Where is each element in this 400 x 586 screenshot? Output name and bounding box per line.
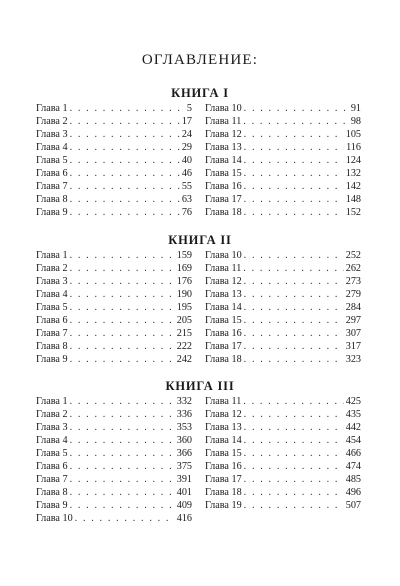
chapter-label: Глава 15 <box>205 168 242 179</box>
chapter-label: Глава 12 <box>205 409 242 420</box>
page-number: 132 <box>345 168 361 179</box>
chapter-label: Глава 1 <box>36 250 68 261</box>
dot-leader <box>244 128 344 141</box>
dot-leader <box>70 262 175 275</box>
toc-title: ОГЛАВЛЕНИЕ: <box>141 52 259 68</box>
toc-entry <box>36 141 192 154</box>
toc-entry <box>205 288 361 301</box>
toc-entry <box>205 486 361 499</box>
page-number: 323 <box>345 354 361 365</box>
toc-entry <box>205 262 361 275</box>
chapter-label: Глава 3 <box>36 276 68 287</box>
chapter-label: Глава 2 <box>36 263 68 274</box>
toc-entry <box>205 180 361 193</box>
dot-leader <box>243 395 343 408</box>
chapter-label: Глава 9 <box>36 207 68 218</box>
dot-leader <box>70 499 175 512</box>
dot-leader <box>244 327 344 340</box>
dot-leader <box>244 408 344 421</box>
dot-leader <box>70 102 185 115</box>
page-number: 442 <box>345 422 361 433</box>
dot-leader <box>70 395 175 408</box>
book-section <box>0 86 400 218</box>
dot-leader <box>244 141 344 154</box>
dot-leader <box>244 154 344 167</box>
toc-entry <box>36 262 192 275</box>
chapter-label: Глава 6 <box>36 168 68 179</box>
page-number: 215 <box>176 328 192 339</box>
chapter-label: Глава 16 <box>205 181 242 192</box>
toc-entry <box>36 395 192 408</box>
chapter-column-right <box>205 249 361 366</box>
chapter-label: Глава 11 <box>205 116 242 127</box>
chapter-column-right <box>205 395 361 512</box>
page-number: 17 <box>181 116 192 127</box>
dot-leader <box>244 486 344 499</box>
page-number: 273 <box>345 276 361 287</box>
dot-leader <box>244 275 344 288</box>
page-number: 148 <box>345 194 361 205</box>
page-number: 474 <box>345 461 361 472</box>
chapter-label: Глава 1 <box>36 103 68 114</box>
toc-entry <box>205 301 361 314</box>
chapter-label: Глава 13 <box>205 289 242 300</box>
toc-entry <box>36 288 192 301</box>
book-section <box>0 379 400 524</box>
dot-leader <box>70 115 180 128</box>
dot-leader <box>70 447 175 460</box>
toc-entry <box>205 193 361 206</box>
chapter-column-left <box>36 395 192 525</box>
chapter-label: Глава 4 <box>36 435 68 446</box>
dot-leader <box>244 193 344 206</box>
dot-leader <box>75 512 175 525</box>
page-number: 401 <box>176 487 192 498</box>
dot-leader <box>70 314 175 327</box>
dot-leader <box>70 193 180 206</box>
dot-leader <box>70 301 175 314</box>
page-number: 353 <box>176 422 192 433</box>
dot-leader <box>70 249 175 262</box>
dot-leader <box>244 447 344 460</box>
chapter-label: Глава 10 <box>205 103 242 114</box>
toc-entry <box>205 167 361 180</box>
book-title: КНИГА II <box>168 233 232 247</box>
dot-leader <box>70 473 175 486</box>
page-number: 307 <box>345 328 361 339</box>
toc-entry <box>205 275 361 288</box>
toc-entry <box>205 353 361 366</box>
chapter-label: Глава 9 <box>36 500 68 511</box>
chapter-label: Глава 12 <box>205 276 242 287</box>
chapter-label: Глава 8 <box>36 341 68 352</box>
page-number: 205 <box>176 315 192 326</box>
chapter-label: Глава 17 <box>205 194 242 205</box>
page-number: 98 <box>350 116 361 127</box>
toc-entry <box>36 193 192 206</box>
chapter-label: Глава 19 <box>205 500 242 511</box>
page-number: 466 <box>345 448 361 459</box>
dot-leader <box>244 314 344 327</box>
toc-entry <box>205 314 361 327</box>
dot-leader <box>244 249 344 262</box>
toc-entry <box>36 353 192 366</box>
dot-leader <box>70 141 180 154</box>
chapter-column-right <box>205 102 361 219</box>
toc-entry <box>36 275 192 288</box>
toc-entry <box>205 434 361 447</box>
chapter-label: Глава 11 <box>205 396 242 407</box>
dot-leader <box>244 288 344 301</box>
chapter-label: Глава 1 <box>36 396 68 407</box>
dot-leader <box>70 353 175 366</box>
toc-entry <box>205 408 361 421</box>
toc-entry <box>205 340 361 353</box>
page-number: 46 <box>181 168 192 179</box>
page-number: 91 <box>350 103 361 114</box>
chapter-label: Глава 17 <box>205 341 242 352</box>
book-section <box>0 233 400 365</box>
page-number: 375 <box>176 461 192 472</box>
page-number: 507 <box>345 500 361 511</box>
dot-leader <box>70 154 180 167</box>
page-number: 24 <box>181 129 192 140</box>
dot-leader <box>244 434 344 447</box>
page-number: 5 <box>186 103 192 114</box>
page-number: 195 <box>176 302 192 313</box>
dot-leader <box>244 473 344 486</box>
toc-entry <box>205 249 361 262</box>
chapter-label: Глава 18 <box>205 354 242 365</box>
dot-leader <box>70 460 175 473</box>
dot-leader <box>70 486 175 499</box>
toc-entry <box>205 447 361 460</box>
page-number: 317 <box>345 341 361 352</box>
toc-entry <box>36 460 192 473</box>
toc-entry <box>205 206 361 219</box>
toc-entry <box>205 128 361 141</box>
page-number: 366 <box>176 448 192 459</box>
page-number: 391 <box>176 474 192 485</box>
page-number: 454 <box>345 435 361 446</box>
chapter-label: Глава 15 <box>205 315 242 326</box>
dot-leader <box>244 180 344 193</box>
chapter-label: Глава 2 <box>36 116 68 127</box>
page-number: 297 <box>345 315 361 326</box>
dot-leader <box>70 340 175 353</box>
chapter-label: Глава 3 <box>36 129 68 140</box>
toc-entry <box>36 473 192 486</box>
chapter-label: Глава 8 <box>36 194 68 205</box>
chapter-label: Глава 5 <box>36 448 68 459</box>
chapter-column-left <box>36 249 192 366</box>
dot-leader <box>70 167 180 180</box>
chapter-label: Глава 13 <box>205 422 242 433</box>
page-number: 242 <box>176 354 192 365</box>
chapter-label: Глава 10 <box>205 250 242 261</box>
book-title: КНИГА III <box>165 379 235 393</box>
dot-leader <box>244 421 344 434</box>
page-number: 55 <box>181 181 192 192</box>
page-number: 124 <box>345 155 361 166</box>
toc-entry <box>36 486 192 499</box>
dot-leader <box>70 275 175 288</box>
page-number: 485 <box>345 474 361 485</box>
toc-entry <box>36 340 192 353</box>
page-number: 416 <box>176 513 192 524</box>
chapter-label: Глава 7 <box>36 328 68 339</box>
page-number: 176 <box>176 276 192 287</box>
toc-entry <box>205 141 361 154</box>
page-number: 40 <box>181 155 192 166</box>
dot-leader <box>244 499 344 512</box>
page-number: 116 <box>346 142 361 153</box>
dot-leader <box>70 288 175 301</box>
toc-entry <box>205 115 361 128</box>
toc-entry <box>36 408 192 421</box>
toc-entry <box>36 128 192 141</box>
chapter-label: Глава 16 <box>205 461 242 472</box>
toc-entry <box>36 314 192 327</box>
page-number: 63 <box>181 194 192 205</box>
chapter-label: Глава 14 <box>205 155 242 166</box>
page-number: 336 <box>176 409 192 420</box>
chapter-label: Глава 4 <box>36 289 68 300</box>
chapter-label: Глава 18 <box>205 207 242 218</box>
chapter-label: Глава 6 <box>36 461 68 472</box>
dot-leader <box>244 206 344 219</box>
page-number: 252 <box>345 250 361 261</box>
page-number: 169 <box>176 263 192 274</box>
toc-entry <box>36 447 192 460</box>
toc-entry <box>205 154 361 167</box>
page-number: 159 <box>176 250 192 261</box>
page-number: 435 <box>345 409 361 420</box>
page-number: 152 <box>345 207 361 218</box>
chapter-label: Глава 7 <box>36 474 68 485</box>
dot-leader <box>243 115 349 128</box>
toc-entry <box>36 512 192 525</box>
toc-entry <box>36 180 192 193</box>
dot-leader <box>70 327 175 340</box>
chapter-label: Глава 10 <box>36 513 73 524</box>
toc-entry <box>36 102 192 115</box>
dot-leader <box>70 128 180 141</box>
dot-leader <box>70 206 180 219</box>
page-number: 105 <box>345 129 361 140</box>
toc-entry <box>205 460 361 473</box>
chapter-label: Глава 6 <box>36 315 68 326</box>
dot-leader <box>244 353 344 366</box>
dot-leader <box>244 301 344 314</box>
dot-leader <box>243 262 343 275</box>
dot-leader <box>70 408 175 421</box>
page-number: 360 <box>176 435 192 446</box>
page-number: 332 <box>176 396 192 407</box>
chapter-label: Глава 5 <box>36 302 68 313</box>
dot-leader <box>244 167 344 180</box>
chapter-label: Глава 13 <box>205 142 242 153</box>
toc-entry <box>36 421 192 434</box>
toc-entry <box>36 154 192 167</box>
chapter-label: Глава 14 <box>205 435 242 446</box>
chapter-label: Глава 5 <box>36 155 68 166</box>
dot-leader <box>244 102 349 115</box>
toc-entry <box>205 102 361 115</box>
page-number: 409 <box>176 500 192 511</box>
chapter-label: Глава 8 <box>36 487 68 498</box>
page-number: 279 <box>345 289 361 300</box>
toc-entry <box>36 115 192 128</box>
book-title: КНИГА I <box>171 86 229 100</box>
chapter-label: Глава 14 <box>205 302 242 313</box>
toc-entry <box>36 499 192 512</box>
chapter-label: Глава 17 <box>205 474 242 485</box>
chapter-label: Глава 16 <box>205 328 242 339</box>
chapter-label: Глава 4 <box>36 142 68 153</box>
toc-entry <box>205 395 361 408</box>
chapter-label: Глава 3 <box>36 422 68 433</box>
chapter-label: Глава 7 <box>36 181 68 192</box>
chapter-label: Глава 11 <box>205 263 242 274</box>
chapter-label: Глава 18 <box>205 487 242 498</box>
toc-entry <box>36 167 192 180</box>
page-number: 496 <box>345 487 361 498</box>
page-number: 142 <box>345 181 361 192</box>
page-number: 190 <box>176 289 192 300</box>
dot-leader <box>244 460 344 473</box>
toc-entry <box>205 473 361 486</box>
toc-entry <box>36 206 192 219</box>
toc-entry <box>36 327 192 340</box>
toc-entry <box>36 434 192 447</box>
dot-leader <box>70 434 175 447</box>
chapter-label: Глава 2 <box>36 409 68 420</box>
dot-leader <box>70 180 180 193</box>
page-number: 425 <box>345 396 361 407</box>
page-number: 284 <box>345 302 361 313</box>
dot-leader <box>70 421 175 434</box>
page-number: 222 <box>176 341 192 352</box>
page-number: 262 <box>345 263 361 274</box>
chapter-label: Глава 15 <box>205 448 242 459</box>
chapter-column-left <box>36 102 192 219</box>
toc-entry <box>205 499 361 512</box>
dot-leader <box>244 340 344 353</box>
toc-entry <box>36 249 192 262</box>
page-number: 29 <box>181 142 192 153</box>
toc-entry <box>205 421 361 434</box>
page-number: 76 <box>181 207 192 218</box>
chapter-label: Глава 12 <box>205 129 242 140</box>
toc-entry <box>205 327 361 340</box>
chapter-label: Глава 9 <box>36 354 68 365</box>
toc-entry <box>36 301 192 314</box>
